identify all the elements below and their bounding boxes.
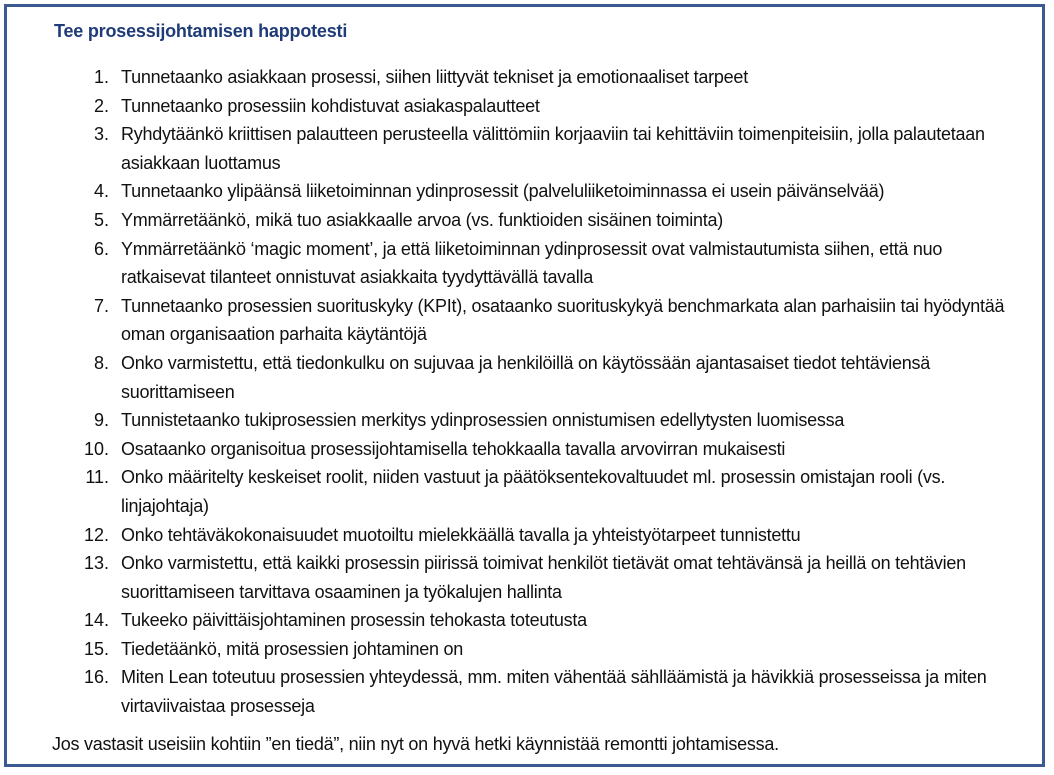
document-title: Tee prosessijohtamisen happotesti <box>54 21 348 41</box>
footer-note: Jos vastasit useisiin kohtiin ”en tiedä”, niin nyt on hyvä hetki käynnistää remontti johtamisessa. <box>52 734 779 754</box>
item-number: 7. <box>93 295 109 316</box>
list-item <box>7 292 1042 349</box>
list-item <box>7 92 1042 121</box>
item-text: Onko määritelty keskeiset roolit, niiden vastuut ja päätöksentekovaltuudet ml. prosessin omistajan rooli (vs. linjajohtaja) <box>121 467 946 516</box>
item-number: 10. <box>83 438 109 459</box>
item-number: 8. <box>93 352 109 373</box>
list-item <box>7 521 1042 550</box>
list-item <box>7 235 1042 292</box>
list-item <box>7 663 1042 720</box>
list-item <box>7 349 1042 406</box>
question-list <box>7 63 1042 721</box>
list-item <box>7 206 1042 235</box>
item-text: Ryhdytäänkö kriittisen palautteen perusteella välittömiin korjaaviin tai kehittäviin toimenpiteisiin, jolla palautetaan asiakkaan luottamus <box>121 124 985 173</box>
item-text: Ymmärretäänkö, mikä tuo asiakkaalle arvoa (vs. funktioiden sisäinen toiminta) <box>121 209 724 230</box>
item-number: 15. <box>83 638 109 659</box>
list-item <box>7 63 1042 92</box>
item-number: 16. <box>83 667 109 688</box>
list-item <box>7 549 1042 606</box>
item-text: Tunnetaanko prosessiin kohdistuvat asiakaspalautteet <box>121 95 540 116</box>
list-item <box>7 435 1042 464</box>
item-number: 13. <box>83 553 109 574</box>
item-number: 6. <box>93 238 109 259</box>
item-text: Miten Lean toteutuu prosessien yhteydessä, mm. miten vähentää sählläämistä ja hävikkiä prosesseissa ja miten virtaviivaistaa prosesseja <box>121 667 987 717</box>
list-item <box>7 635 1042 664</box>
item-number: 2. <box>93 95 109 116</box>
item-number: 4. <box>93 181 109 202</box>
item-number: 9. <box>93 410 109 431</box>
item-number: 12. <box>83 524 109 545</box>
item-text: Tiedetäänkö, mitä prosessien johtaminen on <box>121 638 464 659</box>
item-number: 3. <box>93 124 109 145</box>
item-text: Ymmärretäänkö ‘magic moment’, ja että liiketoiminnan ydinprosessit ovat valmistautumista siihen, että nuo ratkaisevat tilanteet onnistuvat asiakkaita tyydyttävällä tavalla <box>121 238 943 288</box>
item-text: Onko varmistettu, että kaikki prosessin piirissä toimivat henkilöt tietävät omat tehtävänsä ja heillä on tehtävien suorittamiseen tarvittava osaaminen ja työkalujen hallinta <box>121 553 966 602</box>
list-item <box>7 406 1042 435</box>
list-item <box>7 177 1042 206</box>
item-text: Osataanko organisoitua prosessijohtamisella tehokkaalla tavalla arvovirran mukaisesti <box>121 438 786 459</box>
item-text: Tunnetaanko ylipäänsä liiketoiminnan ydinprosessit (palveluliiketoiminnassa ei usein päivänselvää) <box>121 181 885 202</box>
list-item <box>7 463 1042 520</box>
item-number: 1. <box>93 67 109 87</box>
item-text: Tunnetaanko prosessien suorituskyky (KPIt), osataanko suorituskykyä benchmarkata alan parhaisiin tai hyödyntää oman organisaation parhaita käytäntöjä <box>121 295 1005 345</box>
item-number: 14. <box>83 610 109 631</box>
item-text: Onko tehtäväkokonaisuudet muotoiltu mielekkäällä tavalla ja yhteistyötarpeet tunnistettu <box>121 524 801 545</box>
item-text: Onko varmistettu, että tiedonkulku on sujuvaa ja henkilöillä on käytössään ajantasaiset tiedot tehtäviensä suorittamiseen <box>121 352 931 402</box>
item-text: Tunnistetaanko tukiprosessien merkitys ydinprosessien onnistumisen edellytysten luomisessa <box>121 410 845 431</box>
item-number: 5. <box>93 209 109 230</box>
document-box <box>4 4 1045 767</box>
list-item <box>7 606 1042 635</box>
item-text: Tukeeko päivittäisjohtaminen prosessin tehokasta toteutusta <box>121 610 587 631</box>
item-number: 11. <box>85 467 109 488</box>
list-item <box>7 120 1042 177</box>
item-text: Tunnetaanko asiakkaan prosessi, siihen liittyvät tekniset ja emotionaaliset tarpeet <box>121 67 748 87</box>
